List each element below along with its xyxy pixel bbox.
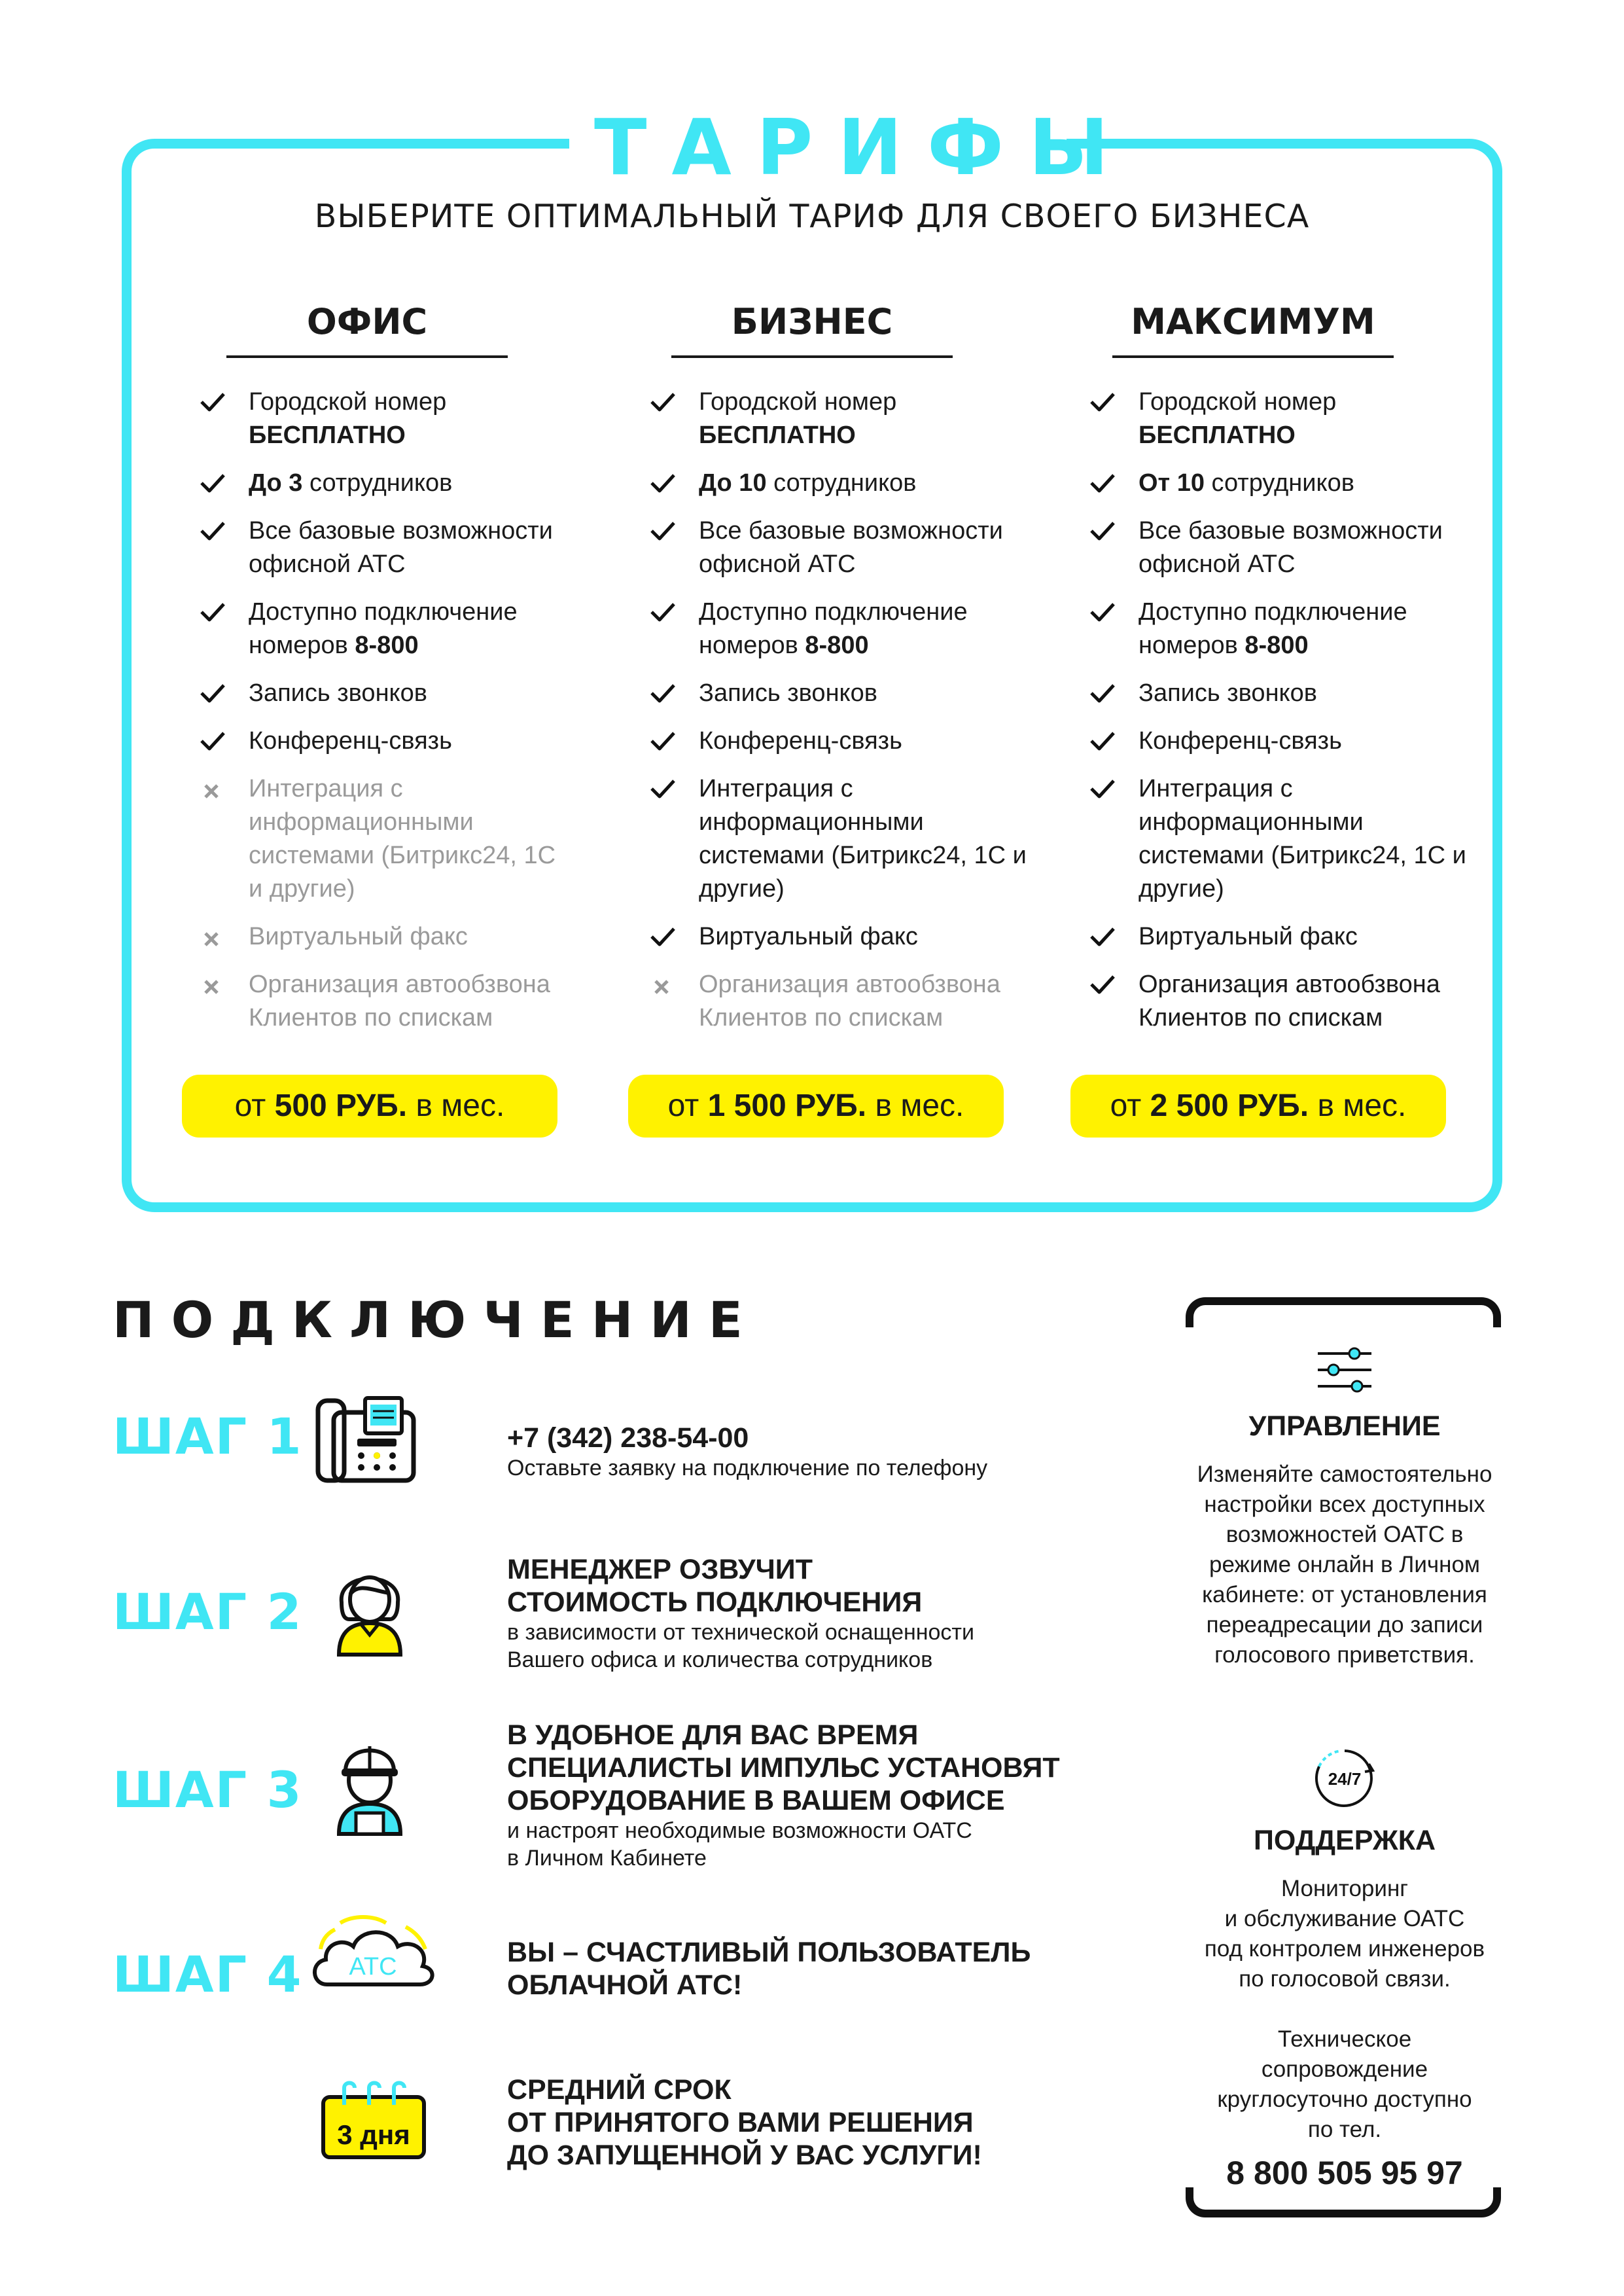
desk-phone-icon — [314, 1394, 419, 1488]
plan-feature — [196, 386, 602, 452]
text-line: настройки всех доступных — [1204, 1492, 1485, 1517]
feature-line — [699, 548, 1052, 581]
feature-text: 8-800 — [805, 632, 869, 659]
check-icon — [1086, 596, 1119, 629]
feature-text: Конференц-связь — [249, 727, 452, 755]
feature-text: информационными — [249, 808, 474, 836]
feature-text: Запись звонков — [1139, 679, 1317, 707]
text-line: Мониторинг — [1280, 1876, 1409, 1901]
price-prefix: от — [1110, 1088, 1150, 1123]
plan-column — [1086, 301, 1492, 1049]
plan-feature — [646, 514, 1052, 581]
step-2-desc-1: в зависимости от технической оснащенности — [507, 1620, 974, 1645]
support-phone[interactable]: 8 800 505 95 97 — [1226, 2155, 1463, 2191]
check-icon — [1086, 514, 1119, 548]
feature-line — [699, 920, 1052, 954]
feature-line — [1139, 806, 1492, 839]
text-line: переадресации до записи — [1206, 1612, 1483, 1638]
plan-name: БИЗНЕС — [671, 301, 953, 358]
tariff-subtitle: ВЫБЕРИТЕ ОПТИМАЛЬНЫЙ ТАРИФ ДЛЯ СВОЕГО БИЗНЕСА — [314, 198, 1310, 235]
text-line: Изменяйте самостоятельно — [1197, 1462, 1492, 1487]
price-suffix: в мес. — [866, 1088, 964, 1123]
text-line: сопровождение — [1261, 2056, 1428, 2082]
feature-text: Запись звонков — [699, 679, 877, 707]
step-1-desc: Оставьте заявку на подключение по телефону — [507, 1456, 988, 1480]
feature-line — [249, 872, 602, 906]
text-line: режиме онлайн в Личном — [1209, 1552, 1480, 1577]
feature-line — [699, 968, 1052, 1001]
feature-text: номеров — [249, 632, 355, 659]
feature-text: Интеграция с — [249, 775, 403, 802]
check-icon — [1086, 920, 1119, 954]
feature-text: БЕСПЛАТНО — [249, 422, 406, 449]
check-icon — [1086, 725, 1119, 758]
feature-line — [249, 629, 602, 662]
feature-text: Клиентов по спискам — [1139, 1004, 1383, 1031]
feature-line — [249, 839, 602, 872]
sliders-icon — [1171, 1347, 1518, 1396]
price-badge[interactable] — [1070, 1075, 1446, 1138]
check-icon — [1086, 677, 1119, 710]
feature-line — [699, 839, 1052, 872]
plan-feature — [196, 920, 602, 954]
text-line: по голосовой связи. — [1239, 1966, 1451, 1992]
step-1-label: ШАГ 1 — [113, 1407, 303, 1465]
feature-line — [1139, 514, 1492, 548]
feature-line — [699, 772, 1052, 806]
feature-line — [249, 548, 602, 581]
feature-line — [1139, 629, 1492, 662]
feature-line — [699, 419, 1052, 452]
feature-text: сотрудников — [1205, 469, 1354, 497]
plan-feature — [196, 725, 602, 758]
feature-line — [1139, 839, 1492, 872]
feature-line — [249, 772, 602, 806]
feature-text: Городской номер — [699, 388, 897, 416]
plan-feature — [1086, 920, 1492, 954]
check-icon — [196, 467, 229, 500]
feature-text: информационными — [1139, 808, 1364, 836]
tariff-title: ТАРИФЫ — [569, 105, 1067, 190]
feature-line — [1139, 1001, 1492, 1035]
price-value: 2 500 РУБ. — [1150, 1088, 1309, 1123]
feature-text: Городской номер — [249, 388, 447, 416]
feature-line — [249, 1001, 602, 1035]
feature-text: Запись звонков — [249, 679, 427, 707]
feature-text: Доступно подключение — [249, 598, 518, 626]
feature-text: Все базовые возможности — [1139, 517, 1443, 545]
step-3-label: ШАГ 3 — [113, 1761, 303, 1819]
support-247-label: 24/7 — [1328, 1769, 1362, 1789]
cross-icon — [196, 920, 229, 954]
check-icon — [196, 725, 229, 758]
plan-feature — [646, 968, 1052, 1035]
check-icon — [196, 677, 229, 710]
feature-line — [249, 514, 602, 548]
feature-line — [699, 386, 1052, 419]
plan-feature — [196, 968, 602, 1035]
feature-text: системами (Битрикс24, 1С и — [699, 842, 1027, 869]
feature-text: До 10 — [699, 469, 767, 497]
check-icon — [1086, 386, 1119, 419]
plan-feature — [646, 467, 1052, 500]
plan-feature — [1086, 725, 1492, 758]
technician-icon — [327, 1734, 412, 1842]
plan-feature — [1086, 596, 1492, 662]
feature-line — [249, 920, 602, 954]
feature-text: Конференц-связь — [699, 727, 902, 755]
cloud-atc-label: АТС — [349, 1953, 397, 1981]
plan-feature — [1086, 386, 1492, 452]
check-icon — [646, 467, 679, 500]
step-2-text — [507, 1553, 1096, 1674]
feature-line — [249, 596, 602, 629]
text-line: возможностей ОАТС в — [1226, 1522, 1464, 1547]
feature-text: офисной АТС — [699, 550, 856, 578]
step-3-desc-2: в Личном Кабинете — [507, 1846, 707, 1871]
feature-line — [699, 467, 1052, 500]
management-block — [1171, 1347, 1518, 1670]
feature-text: От 10 — [1139, 469, 1205, 497]
feature-line — [699, 1001, 1052, 1035]
step-4-text — [507, 1936, 1096, 2001]
timing-head-2: ОТ ПРИНЯТОГО ВАМИ РЕШЕНИЯ — [507, 2107, 974, 2138]
feature-line — [249, 725, 602, 758]
calendar-icon — [318, 2079, 429, 2166]
feature-text: Интеграция с — [699, 775, 853, 802]
check-icon — [196, 386, 229, 419]
feature-text: офисной АТС — [1139, 550, 1296, 578]
check-icon — [196, 514, 229, 548]
check-icon — [1086, 968, 1119, 1001]
feature-line — [1139, 467, 1492, 500]
step-4-head-2: ОБЛАЧНОЙ АТС! — [507, 1969, 743, 2001]
feature-text: БЕСПЛАТНО — [699, 422, 856, 449]
feature-text: Интеграция с — [1139, 775, 1293, 802]
price-suffix: в мес. — [407, 1088, 505, 1123]
check-icon — [646, 596, 679, 629]
feature-text: Все базовые возможности — [699, 517, 1003, 545]
plan-feature — [196, 514, 602, 581]
plan-feature — [1086, 467, 1492, 500]
support-247-icon — [1171, 1744, 1518, 1813]
plan-feature — [1086, 677, 1492, 710]
feature-text: Организация автообзвона — [249, 971, 550, 998]
price-badge[interactable] — [182, 1075, 557, 1138]
step-1-phone[interactable]: +7 (342) 238-54-00 — [507, 1422, 749, 1454]
step-2-head-2: СТОИМОСТЬ ПОДКЛЮЧЕНИЯ — [507, 1587, 923, 1618]
text-line: круглосуточно доступно — [1217, 2087, 1472, 2112]
support-title: ПОДДЕРЖКА — [1253, 1825, 1436, 1856]
feature-text: Доступно подключение — [1139, 598, 1407, 626]
feature-line — [1139, 968, 1492, 1001]
price-badge[interactable] — [628, 1075, 1004, 1138]
feature-text: Организация автообзвона — [699, 971, 1000, 998]
price-prefix: от — [234, 1088, 275, 1123]
text-line: кабинете: от установления — [1202, 1582, 1487, 1607]
feature-text: офисной АТС — [249, 550, 406, 578]
feature-line — [1139, 596, 1492, 629]
check-icon — [1086, 467, 1119, 500]
step-3-head-3: ОБОРУДОВАНИЕ В ВАШЕМ ОФИСЕ — [507, 1785, 1005, 1816]
plan-feature — [646, 677, 1052, 710]
check-icon — [646, 920, 679, 954]
step-3-head-2: СПЕЦИАЛИСТЫ ИМПУЛЬС УСТАНОВЯТ — [507, 1752, 1060, 1784]
price-suffix: в мес. — [1309, 1088, 1407, 1123]
feature-text: Конференц-связь — [1139, 727, 1342, 755]
step-4-label: ШАГ 4 — [113, 1945, 303, 2003]
check-icon — [646, 725, 679, 758]
cross-icon — [196, 968, 229, 1001]
plan-feature — [196, 467, 602, 500]
plan-feature — [1086, 514, 1492, 581]
feature-line — [249, 419, 602, 452]
feature-text: 8-800 — [1244, 632, 1309, 659]
plan-feature — [196, 772, 602, 906]
side-panel-top-bracket — [1186, 1297, 1501, 1327]
step-2-label: ШАГ 2 — [113, 1583, 303, 1641]
step-3-desc-1: и настроят необходимые возможности ОАТС — [507, 1818, 972, 1843]
plan-feature — [1086, 772, 1492, 906]
feature-line — [1139, 677, 1492, 710]
feature-text: Все базовые возможности — [249, 517, 553, 545]
plan-feature — [646, 596, 1052, 662]
plan-feature — [646, 725, 1052, 758]
feature-text: и другие) — [249, 875, 355, 903]
feature-text: Организация автообзвона — [1139, 971, 1440, 998]
text-line: под контролем инженеров — [1204, 1936, 1485, 1962]
feature-text: БЕСПЛАТНО — [1139, 422, 1296, 449]
timing-head-3: ДО ЗАПУЩЕННОЙ У ВАС УСЛУГИ! — [507, 2140, 982, 2171]
feature-line — [699, 725, 1052, 758]
feature-line — [1139, 920, 1492, 954]
feature-line — [249, 386, 602, 419]
check-icon — [1086, 772, 1119, 806]
feature-text: 8-800 — [355, 632, 419, 659]
check-icon — [196, 596, 229, 629]
feature-line — [249, 968, 602, 1001]
timing-head-1: СРЕДНИЙ СРОК — [507, 2074, 732, 2106]
cross-icon — [646, 968, 679, 1001]
step-2-desc-2: Вашего офиса и количества сотрудников — [507, 1647, 933, 1672]
price-value: 1 500 РУБ. — [707, 1088, 867, 1123]
feature-line — [699, 514, 1052, 548]
check-icon — [646, 677, 679, 710]
feature-line — [699, 629, 1052, 662]
plan-feature — [646, 920, 1052, 954]
feature-text: Клиентов по спискам — [249, 1004, 493, 1031]
cross-icon — [196, 772, 229, 806]
feature-text: Городской номер — [1139, 388, 1337, 416]
plan-feature — [646, 386, 1052, 452]
plan-feature — [646, 772, 1052, 906]
manager-icon — [327, 1556, 412, 1664]
feature-text: Виртуальный факс — [699, 923, 918, 950]
plan-column — [646, 301, 1052, 1049]
feature-line — [1139, 419, 1492, 452]
feature-line — [699, 872, 1052, 906]
text-line: по тел. — [1307, 2117, 1382, 2142]
feature-text: Клиентов по спискам — [699, 1004, 944, 1031]
feature-text: номеров — [699, 632, 805, 659]
calendar-label: 3 дня — [337, 2119, 410, 2150]
feature-text: системами (Битрикс24, 1С и — [1139, 842, 1466, 869]
feature-text: системами (Битрикс24, 1С — [249, 842, 556, 869]
text-line: голосового приветствия. — [1214, 1642, 1475, 1668]
feature-text: Доступно подключение — [699, 598, 968, 626]
check-icon — [646, 514, 679, 548]
price-prefix: от — [667, 1088, 708, 1123]
step-1-text — [507, 1422, 1096, 1482]
feature-text: Виртуальный факс — [1139, 923, 1358, 950]
step-3-head-1: В УДОБНОЕ ДЛЯ ВАС ВРЕМЯ — [507, 1719, 919, 1751]
step-2-head-1: МЕНЕДЖЕР ОЗВУЧИТ — [507, 1554, 813, 1585]
check-icon — [646, 386, 679, 419]
plan-feature — [196, 596, 602, 662]
feature-line — [1139, 548, 1492, 581]
feature-line — [249, 677, 602, 710]
feature-line — [1139, 772, 1492, 806]
management-title: УПРАВЛЕНИЕ — [1248, 1410, 1441, 1442]
feature-line — [699, 596, 1052, 629]
cloud-atc-icon — [308, 1914, 438, 1995]
plan-feature — [1086, 968, 1492, 1035]
feature-line — [249, 806, 602, 839]
feature-line — [699, 677, 1052, 710]
text-line: Техническое — [1277, 2026, 1412, 2052]
feature-text: информационными — [699, 808, 924, 836]
support-block — [1171, 1744, 1518, 2192]
management-text — [1171, 1460, 1518, 1670]
feature-text: сотрудников — [302, 469, 453, 497]
feature-line — [1139, 386, 1492, 419]
check-icon — [646, 772, 679, 806]
feature-line — [1139, 725, 1492, 758]
feature-line — [1139, 872, 1492, 906]
feature-text: Виртуальный факс — [249, 923, 468, 950]
timing-text — [507, 2073, 1096, 2172]
text-line: и обслуживание ОАТС — [1224, 1906, 1465, 1931]
plan-name: ОФИС — [226, 301, 508, 358]
step-3-text — [507, 1719, 1096, 1872]
step-4-head-1: ВЫ – СЧАСТЛИВЫЙ ПОЛЬЗОВАТЕЛЬ — [507, 1937, 1031, 1968]
plan-column — [196, 301, 602, 1049]
plan-name: МАКСИМУМ — [1112, 301, 1394, 358]
feature-line — [249, 467, 602, 500]
feature-text: До 3 — [249, 469, 303, 497]
price-value: 500 РУБ. — [274, 1088, 408, 1123]
feature-text: другие) — [699, 875, 785, 903]
connection-title: ПОДКЛЮЧЕНИЕ — [113, 1291, 760, 1349]
support-text — [1171, 1874, 1518, 1994]
feature-text: номеров — [1139, 632, 1245, 659]
feature-text: сотрудников — [766, 469, 917, 497]
plan-feature — [196, 677, 602, 710]
support-text-2 — [1171, 2024, 1518, 2145]
feature-line — [699, 806, 1052, 839]
feature-text: другие) — [1139, 875, 1224, 903]
